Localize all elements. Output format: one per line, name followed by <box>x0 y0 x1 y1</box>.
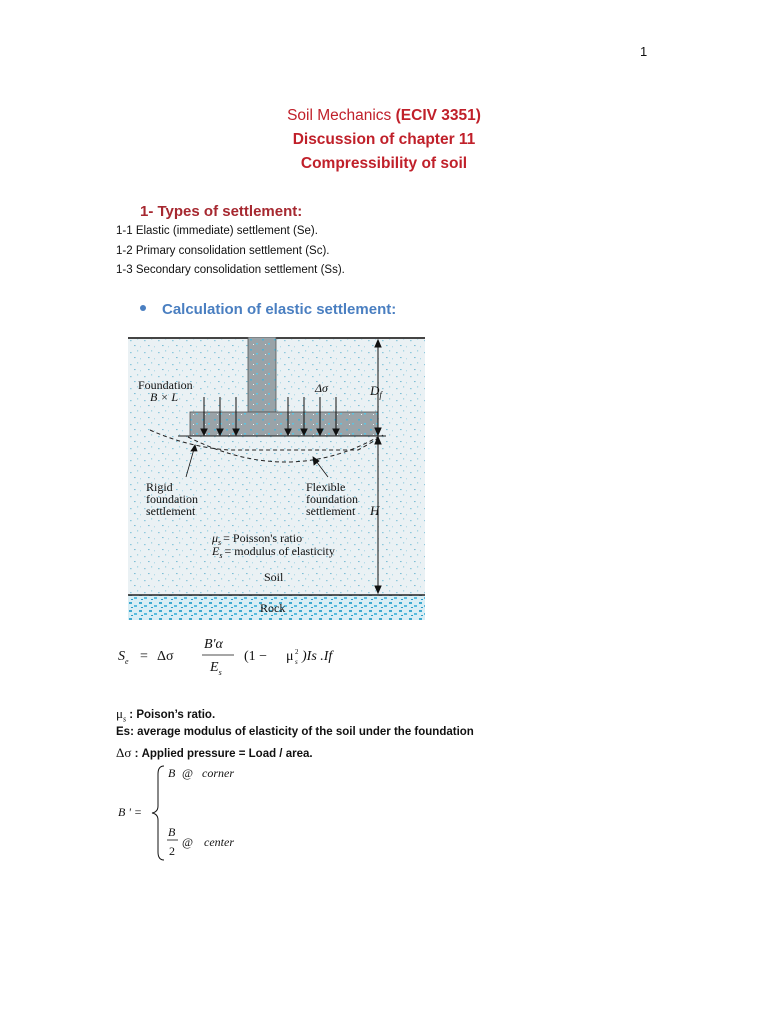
foundation-label: Foundation <box>138 378 193 392</box>
course-code: (ECIV 3351) <box>395 107 481 124</box>
eq-paren-left: (1 − <box>244 649 268 664</box>
b-prime-definition <box>112 760 312 866</box>
topic-title: Compressibility of soil <box>300 155 468 172</box>
section1-heading: 1- Types of settlement: <box>140 203 303 220</box>
brace-icon <box>152 766 164 860</box>
eq-equals: = <box>140 649 148 664</box>
bullet-icon <box>140 305 146 311</box>
eq-mu: μ <box>286 649 294 664</box>
list-item: 1-1 Elastic (immediate) settlement (Se). <box>116 225 318 237</box>
case2-num: B <box>168 825 176 839</box>
section2-heading-text: Calculation of elastic settlement: <box>162 301 397 318</box>
settlement-figure <box>128 337 425 620</box>
poisson-note: $\mu_s$ : Poison’s ratio. <box>116 706 216 724</box>
foundation-dims: B × L <box>150 390 179 404</box>
soil-label: Soil <box>264 570 284 584</box>
chapter-title: Discussion of chapter 11 <box>292 131 476 148</box>
case1-b: B <box>168 766 176 780</box>
case1-at: @ <box>182 766 194 780</box>
eq-lhs: $S_e$ <box>118 649 129 666</box>
case2-word: center <box>204 835 234 849</box>
eq-delta-sigma: Δσ <box>157 649 174 664</box>
rigid-label-1: Rigid <box>146 480 173 494</box>
pressure-note: Δσ : Applied pressure = Load / area. <box>116 745 313 760</box>
eq-mu-sup: 2 <box>295 648 299 656</box>
flexible-label-1: Flexible <box>306 480 346 494</box>
df-label: $D_f$ <box>370 383 382 400</box>
eq-numerator: B'α <box>204 637 223 652</box>
list-item: 1-2 Primary consolidation settlement (Sc). <box>116 245 330 257</box>
eq-denominator: $E_s$ <box>210 660 222 677</box>
bprime-lhs: B ' = <box>118 805 142 819</box>
flexible-label-2: foundation <box>306 492 358 506</box>
elastic-settlement-equation <box>112 630 372 680</box>
eq-mu-sub: s <box>295 658 298 666</box>
foundation-column <box>248 337 276 412</box>
poisson-label: $\mu_s$ = Poisson's ratio <box>212 531 303 547</box>
modulus-label: $E_s$ = modulus of elasticity <box>212 544 335 560</box>
case2-at: @ <box>182 835 194 849</box>
delta-sigma-label: Δσ <box>315 381 328 395</box>
rigid-label-2: foundation <box>146 492 198 506</box>
case1-word: corner <box>202 766 234 780</box>
h-label: H <box>370 503 380 518</box>
section2-heading <box>140 301 396 318</box>
page-number: 1 <box>640 44 648 59</box>
course-name: Soil Mechanics <box>287 107 392 124</box>
eq-paren-right: )Is .If <box>302 649 333 664</box>
list-item: 1-3 Secondary consolidation settlement (Ss). <box>116 264 345 276</box>
course-title <box>0 107 768 125</box>
case2-den: 2 <box>169 844 175 858</box>
rigid-label-3: settlement <box>146 504 196 518</box>
flexible-label-3: settlement <box>306 504 356 518</box>
rock-label: Rock <box>260 601 286 615</box>
modulus-note: Es: average modulus of elasticity of the soil under the foundation <box>116 726 474 738</box>
